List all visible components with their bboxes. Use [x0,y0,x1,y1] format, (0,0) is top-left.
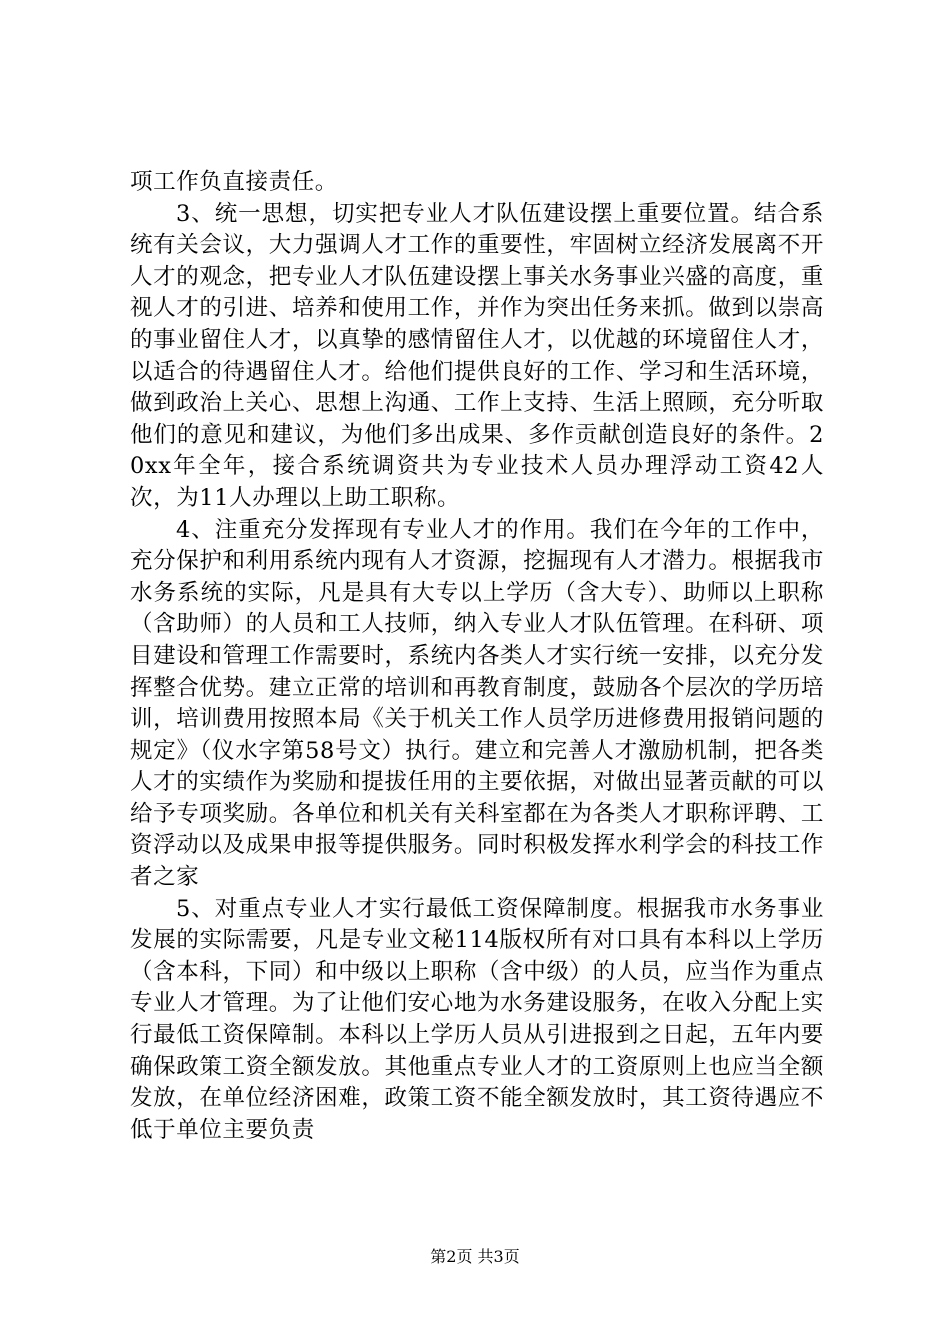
paragraph-continuation: 项工作负直接责任。 [130,169,338,195]
page-footer [0,1247,950,1267]
document-body [130,167,824,1146]
page-number-label: 第2页 共3页 [430,1247,520,1266]
paragraph-item-5: 5、对重点专业人才实行最低工资保障制度。根据我市水务事业发展的实际需要，凡是专业文秘114版权所有对口具有本科以上学历（含本科，下同）和中级以上职称（含中级）的人员，应当作为重点专业人才管理。为了让他们安心地为水务建设服务，在收入分配上实行最低工资保障制。本科以上学历人员从引进报到之日起，五年内要确保政策工资全额发放。其他重点专业人才的工资原则上也应当全额发放，在单位经济困难，政策工资不能全额发放时，其工资待遇应不低于单位主要负责 [130,895,824,1143]
paragraph-item-3: 3、统一思想，切实把专业人才队伍建设摆上重要位置。结合系统有关会议，大力强调人才工作的重要性，牢固树立经济发展离不开人才的观念，把专业人才队伍建设摆上事关水务事业兴盛的高度，重视人才的引进、培养和使用工作，并作为突出任务来抓。做到以崇高的事业留住人才，以真挚的感情留住人才，以优越的环境留住人才，以适合的待遇留住人才。给他们提供良好的工作、学习和生活环境，做到政治上关心、思想上沟通、工作上支持、生活上照顾，充分听取他们的意见和建议，为他们多出成果、多作贡献创造良好的条件。20xx年全年，接合系统调资共为专业技术人员办理浮动工资42人次，为11人办理以上助工职称。 [130,200,824,511]
paragraph-item-4: 4、注重充分发挥现有专业人才的作用。我们在今年的工作中，充分保护和利用系统内现有人才资源，挖掘现有人才潜力。根据我市水务系统的实际，凡是具有大专以上学历（含大专）、助师以上职称（含助师）的人员和工人技师，纳入专业人才队伍管理。在科研、项目建设和管理工作需要时，系统内各类人才实行统一安排，以充分发挥整合优势。建立正常的培训和再教育制度，鼓励各个层次的学历培训，培训费用按照本局《关于机关工作人员学历进修费用报销问题的规定》（仪水字第58号文）执行。建立和完善人才激励机制，把各类人才的实绩作为奖励和提拔任用的主要依据，对做出显著贡献的可以给予专项奖励。各单位和机关有关科室都在为各类人才职称评聘、工资浮动以及成果申报等提供服务。同时积极发挥水利学会的科技工作者之家 [130,516,824,891]
